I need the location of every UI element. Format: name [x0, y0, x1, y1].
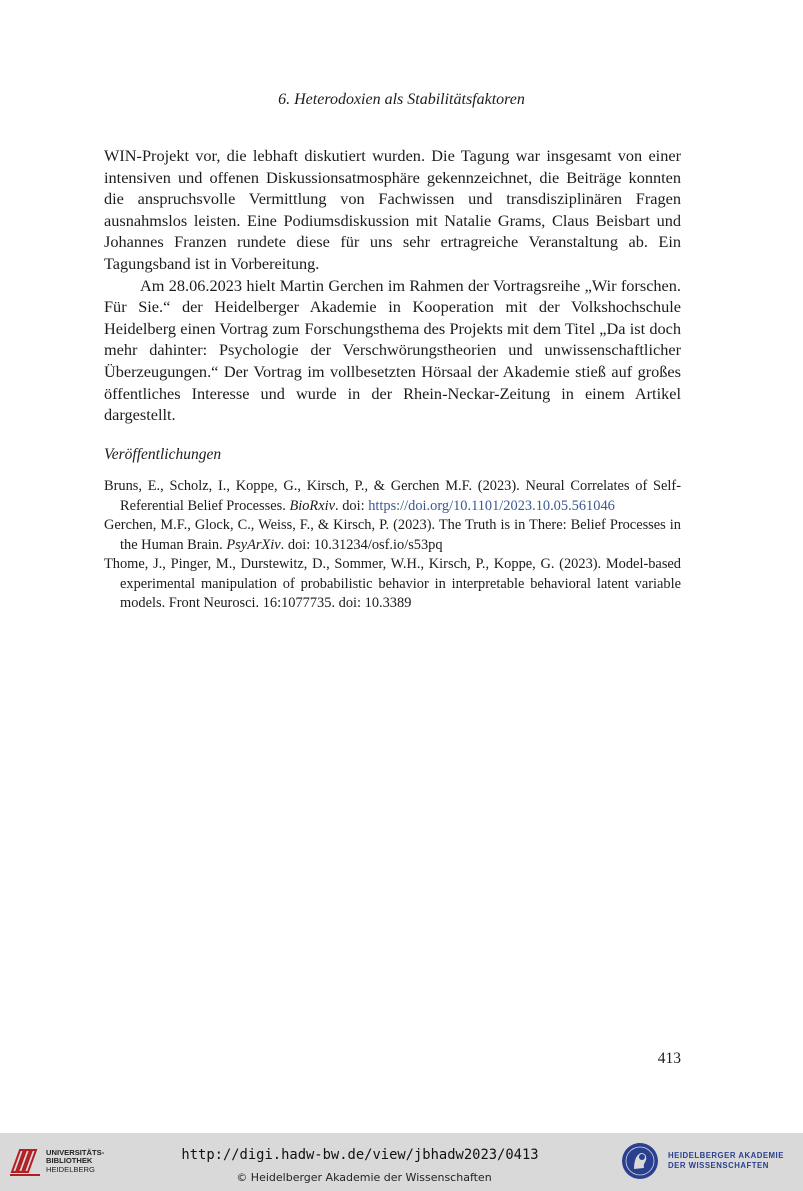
reference-list: [104, 477, 681, 614]
running-head: 6. Heterodoxien als Stabilitätsfaktoren: [278, 91, 525, 108]
academy-seal-icon[interactable]: [620, 1141, 660, 1181]
library-logo-line: HEIDELBERG: [46, 1164, 95, 1174]
reference-doi: . doi: 10.31234/osf.io/s53pq: [280, 536, 443, 553]
reference-item: [104, 516, 681, 555]
reference-authors: Thome, J., Pinger, M., Durstewitz, D., Sommer, W.H., Kirsch, P., Koppe, G. (2023). Model-based experimental manipulation of probabilistic behavior in interpretable behavioral latent variable models. Front Neurosci. 16:1077735. doi: 10.3389: [104, 556, 681, 611]
reference-journal: BioRxiv: [289, 497, 335, 514]
copyright-notice: © Heidelberger Akademie der Wissenschaften: [236, 1171, 492, 1184]
page-number: 413: [657, 1050, 681, 1067]
academy-logo-line: DER WISSENSCHAFTEN: [668, 1161, 769, 1170]
body-text: [104, 145, 681, 426]
reference-authors: Bruns, E., Scholz, I., Koppe, G., Kirsch, P., & Gerchen M.F. (2023). Neural Correlates of Self-Referential Belief Processes.: [104, 478, 681, 514]
library-logo-line: BIBLIOTHEK: [46, 1156, 93, 1166]
reference-doi-prefix: . doi:: [335, 497, 369, 514]
reference-item: [104, 555, 681, 614]
permalink-url[interactable]: http://digi.hadw-bw.de/view/jbhadw2023/0413: [181, 1147, 539, 1163]
paragraph-2: Am 28.06.2023 hielt Martin Gerchen im Rahmen der Vortragsreihe „Wir forschen. Für Sie.“ der Heidelberger Akademie in Kooperation mit der Volkshochschule Heidelberg einen Vortrag zum Forschungsthema des Projekts mit dem Titel „Da ist doch mehr dahinter: Psychologie der Verschwörungstheorien und unwissenschaftlicher Überzeugungen.“ Der Vortrag im vollbesetzten Hörsaal der Akademie stieß auf großes öffentliches Interesse und wurde in der Rhein-Neckar-Zeitung in einem Artikel dargestellt.: [104, 275, 681, 425]
academy-logo-text: [668, 1151, 784, 1171]
paragraph-1: WIN-Projekt vor, die lebhaft diskutiert wurden. Die Tagung war insgesamt von einer intensiven und offenen Diskussionsatmosphäre gekennzeichnet, die Beiträge konnten die anspruchsvolle Vermittlung von Fachwissen und transdisziplinären Fragen ausnahmslos leisten. Eine Podiumsdiskussion mit Natalie Grams, Claus Beisbart und Johannes Franzen rundete diese für uns sehr ertragreiche Veranstaltung ab. Ein Tagungsband ist in Vorbereitung.: [104, 146, 681, 273]
footer-bar: [0, 1133, 803, 1191]
reference-authors: Gerchen, M.F., Glock, C., Weiss, F., & Kirsch, P. (2023). The Truth is in There: Belief Processes in the Human Brain.: [104, 517, 681, 553]
library-logo-line: UNIVERSITÄTS-: [46, 1148, 105, 1157]
reference-journal: PsyArXiv: [226, 536, 281, 553]
academy-logo-line: HEIDELBERGER AKADEMIE: [668, 1151, 784, 1160]
reference-item: [104, 477, 681, 516]
section-heading: Veröffentlichungen: [104, 446, 222, 463]
doi-link[interactable]: https://doi.org/10.1101/2023.10.05.561046: [368, 497, 615, 514]
